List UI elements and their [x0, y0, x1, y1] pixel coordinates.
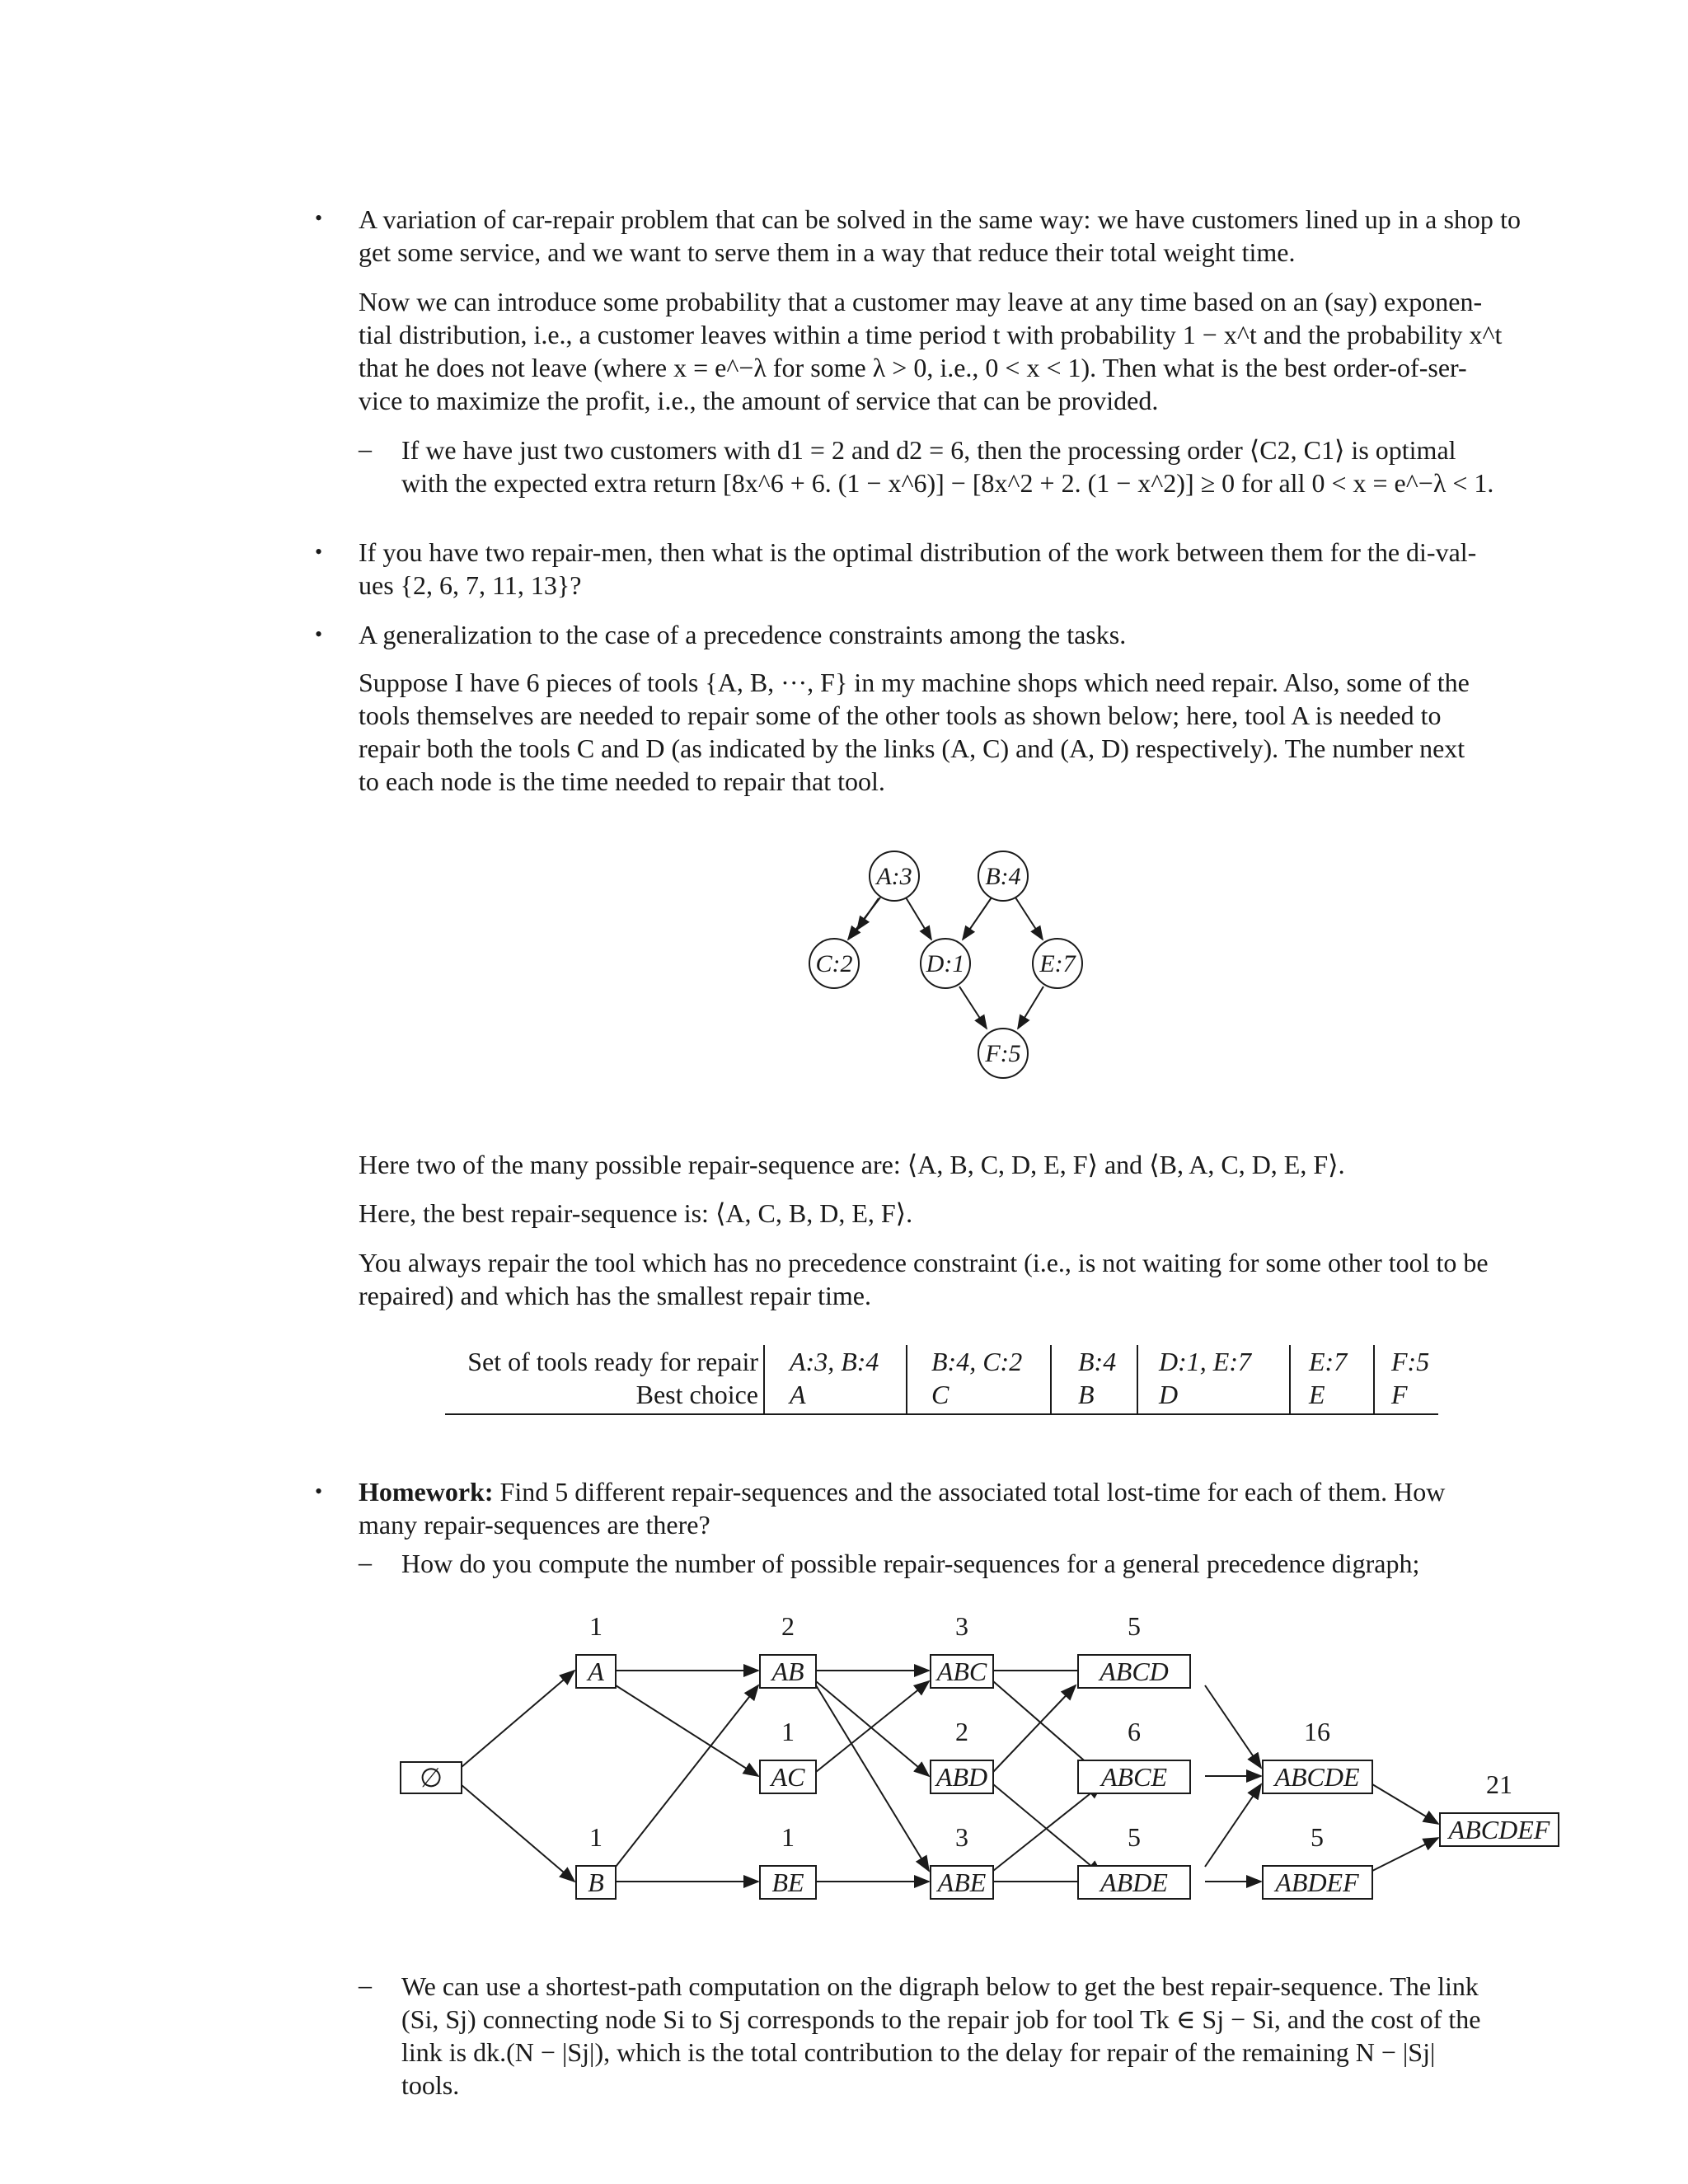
node-count-abd: 2 [955, 1717, 968, 1746]
node-label-abe: ABE [937, 1868, 987, 1897]
two-customers-line-2: with the expected extra return [8x^6 + 6. (1 − x^6)] − [8x^2 + 2. (1 − x^2)] ≥ 0 for all 0 < x = e^−λ < 1. [401, 468, 1494, 498]
edge-abde-abcde [1205, 1784, 1261, 1867]
ready-cell: A:3, B:4 [790, 1347, 879, 1376]
shortest-path-line-3: link is dk.(N − |Sj|), which is the total contribution to the delay for repair of the remaining N − |Sj| [401, 2037, 1436, 2067]
node-count-abcdef: 21 [1486, 1769, 1512, 1799]
node-count-ab: 2 [781, 1611, 795, 1641]
bullet-marker: • [315, 206, 323, 230]
node-label-ac: AC [771, 1762, 805, 1792]
bullet-marker: • [315, 622, 323, 646]
node-label-b: B [588, 1868, 604, 1897]
edge-abcde-abcdef [1372, 1784, 1438, 1824]
two-sequences-line: Here two of the many possible repair-sequence are: ⟨A, B, C, D, E, F⟩ and ⟨B, A, C, D, E, F⟩. [359, 1150, 1345, 1179]
edge-empty-a [462, 1671, 574, 1767]
ready-set-label: Set of tools ready for repair [467, 1347, 758, 1376]
node-label-abde: ABDE [1100, 1868, 1168, 1897]
tools-line-4: to each node is the time needed to repair that tool. [359, 766, 885, 796]
node-count-b: 1 [589, 1822, 603, 1852]
ready-cell: D:1, E:7 [1159, 1347, 1251, 1376]
node-a-label: A:3 [876, 863, 912, 890]
node-label-empty: ∅ [420, 1763, 443, 1793]
node-count-abe: 3 [955, 1822, 968, 1852]
edge-b-ab [616, 1685, 758, 1867]
homework-line-2: many repair-sequences are there? [359, 1510, 710, 1540]
node-c-label: C:2 [815, 950, 853, 977]
two-repairmen-line-2: ues {2, 6, 7, 11, 13}? [359, 570, 582, 600]
node-e-label: E:7 [1039, 950, 1076, 977]
probability-line-2: tial distribution, i.e., a customer leaves within a time period t with probability 1 − x^t and the probability x^t [359, 320, 1503, 349]
choice-cell: F [1391, 1380, 1408, 1409]
node-label-be: BE [771, 1868, 804, 1897]
node-label-abdef: ABDEF [1275, 1868, 1359, 1897]
car-repair-variation-paragraph: A variation of car-repair problem that can be solved in the same way: we have customers lined up in a shop to get some service, and we want to serve them in a way that reduce their total weight time. [359, 204, 1521, 267]
node-label-abcdef: ABCDEF [1448, 1815, 1550, 1844]
homework-label: Homework: [359, 1477, 494, 1507]
choice-cell: E [1309, 1380, 1325, 1409]
choice-cell: A [790, 1380, 806, 1409]
node-label-abc: ABC [936, 1657, 987, 1686]
best-sequence-line: Here, the best repair-sequence is: ⟨A, C, B, D, E, F⟩. [359, 1198, 913, 1228]
greedy-rule-line-2: repaired) and which has the smallest repair time. [359, 1281, 871, 1310]
choice-cell: C [931, 1380, 950, 1409]
tools-line-3: repair both the tools C and D (as indicated by the links (A, C) and (A, D) respectively). The number next [359, 733, 1465, 763]
ready-cell: B:4, C:2 [931, 1347, 1023, 1376]
dash-marker: – [359, 1547, 372, 1577]
greedy-rule-line-1: You always repair the tool which has no precedence constraint (i.e., is not waiting for some other tool to be [359, 1248, 1489, 1277]
tools-line-1: Suppose I have 6 pieces of tools {A, B, ···, F} in my machine shops which need repair. Also, some of the [359, 668, 1470, 697]
node-label-ab: AB [771, 1657, 804, 1686]
tools-line-2: tools themselves are needed to repair some of the other tools as shown below; here, tool A is needed to [359, 701, 1442, 730]
node-b-label: B:4 [985, 863, 1021, 890]
node-count-abc: 3 [955, 1611, 968, 1641]
edge-ab-abe [816, 1685, 929, 1871]
edge-abdef-abcdef [1372, 1838, 1438, 1871]
homework-line-1: Find 5 different repair-sequences and the associated total lost-time for each of them. How [493, 1477, 1446, 1507]
node-label-abcd: ABCD [1100, 1657, 1169, 1686]
dash-marker: – [359, 434, 372, 463]
node-count-a: 1 [589, 1611, 603, 1641]
shortest-path-paragraph [401, 1970, 1522, 2102]
two-repairmen-line-1: If you have two repair-men, then what is the optimal distribution of the work between them for the di-val- [359, 537, 1477, 567]
ready-cell: E:7 [1309, 1347, 1348, 1376]
shortest-path-line-1: We can use a shortest-path computation on the digraph below to get the best repair-sequence. The link [401, 1971, 1479, 2001]
choice-cell: D [1159, 1380, 1179, 1409]
shortest-path-line-2: (Si, Sj) connecting node Si to Sj corresponds to the repair job for tool Tk ∈ Sj − Si, and the cost of the [401, 2004, 1481, 2034]
node-label-a: A [588, 1657, 604, 1686]
node-count-abcd: 5 [1128, 1611, 1141, 1641]
count-sequences-line: How do you compute the number of possible repair-sequences for a general precedence digraph; [401, 1549, 1420, 1578]
ready-cell: F:5 [1391, 1347, 1430, 1376]
ready-cell: B:4 [1078, 1347, 1117, 1376]
edge-empty-b [462, 1785, 574, 1882]
probability-line-1: Now we can introduce some probability that a customer may leave at any time based on an (say) exponen- [359, 287, 1483, 316]
node-count-be: 1 [781, 1822, 795, 1852]
node-f-label: F:5 [985, 1040, 1021, 1067]
bullet-marker: • [315, 1479, 323, 1503]
edge-abcd-abcde [1205, 1685, 1261, 1768]
probability-line-3: that he does not leave (where x = e^−λ for some λ > 0, i.e., 0 < x < 1). Then what is the best order-of-ser- [359, 353, 1467, 382]
edge-a-ac [616, 1685, 758, 1776]
node-label-abcde: ABCDE [1274, 1762, 1360, 1792]
node-count-abce: 6 [1128, 1717, 1141, 1746]
bullet-marker: • [315, 540, 323, 564]
node-count-abcde: 16 [1304, 1717, 1330, 1746]
edge-abd-abcd [993, 1685, 1076, 1772]
dash-marker: – [359, 1970, 372, 1999]
probability-line-4: vice to maximize the profit, i.e., the amount of service that can be provided. [359, 386, 1159, 415]
precedence-title: A generalization to the case of a precedence constraints among the tasks. [359, 620, 1127, 649]
shortest-path-line-4: tools. [401, 2070, 460, 2100]
node-count-abdef: 5 [1311, 1822, 1324, 1852]
best-choice-label: Best choice [635, 1380, 758, 1409]
choice-cell: B [1078, 1380, 1095, 1409]
two-customers-line-1: If we have just two customers with d1 = 2 and d2 = 6, then the processing order ⟨C2, C1⟩ is optimal [401, 435, 1456, 465]
node-count-abde: 5 [1128, 1822, 1141, 1852]
node-count-ac: 1 [781, 1717, 795, 1746]
node-label-abd: ABD [935, 1762, 988, 1792]
node-d-label: D:1 [926, 950, 965, 977]
node-label-abce: ABCE [1101, 1762, 1167, 1792]
